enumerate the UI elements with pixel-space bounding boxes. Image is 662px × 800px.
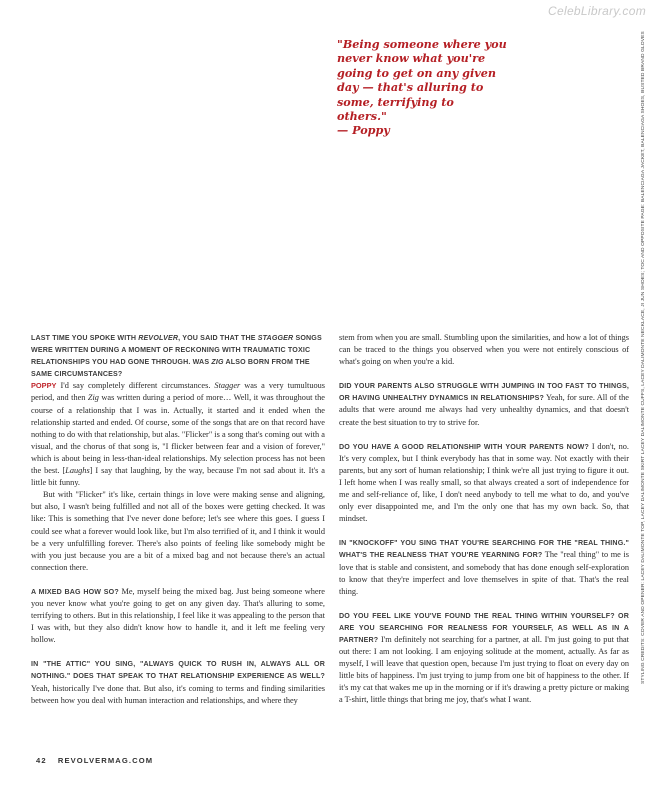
- q1-part: LAST TIME YOU SPOKE WITH: [31, 334, 139, 342]
- answer-1: [31, 380, 325, 489]
- a1-album-stagger: Stagger: [214, 381, 241, 391]
- styling-credits-text: STYLING CREDITS: COVER AND OPENER: LACEY DALIMONTE TOP, LACEY DALIMONTE SKIRT LACEY DALIMONTE CUFFS, LACEY DALIMONTE NECKLACE, JI JUN SHOES; TOC AND OPPOSITE PAGE: BALENCIAGA JACKET, BALENCIAGA SHOES, BUSTED BRAND GLOVES: [641, 31, 646, 684]
- question-2: A MIXED BAG HOW SO?: [31, 587, 119, 596]
- qa-5: [339, 441, 629, 526]
- answer-2: Me, myself being the mixed bag. Just being someone where you never know what you're going to get on any given day. That's alluring to some, terrifying to others. But in this relationship, I feel like it was appealing to the person that I was with, but they also didn't know how to handle it, and it left me feeling very hollow.: [31, 586, 325, 645]
- page-footer: [36, 756, 153, 765]
- pull-quote-text: "Being someone where you never know what you're going to get on any given day — that's alluring to some, terrifying to others.": [337, 37, 507, 124]
- a1-album-zig: Zig: [87, 393, 99, 403]
- question-7: DO YOU FEEL LIKE YOU'VE FOUND THE REAL THING WITHIN YOURSELF? OR ARE YOU SEARCHING FOR REALNESS FOR YOURSELF, AS WELL AS IN A PARTNER?: [339, 611, 629, 644]
- question-5: DO YOU HAVE A GOOD RELATIONSHIP WITH YOUR PARENTS NOW?: [339, 442, 589, 451]
- qa-3: [31, 658, 325, 706]
- a1-part: was written during a period of more… Well, it was throughout the course of a relationship that I was in. Actually, it started and it ended when the relationship started and ended. Of course, some of the songs that are on that record have nothing to do with that relationship, but alas. "Flicker" is a song that's coming out with a visual, and the chorus of that song is, "I flicker between fear and a vision of forever," which is about being in less-than-ideal relationships. My selection process has not been the best. [: [31, 393, 325, 476]
- pull-quote: [337, 37, 507, 138]
- q1-part: SONGS WERE WRITTEN DURING A MOMENT OF RECKONING WITH TRAUMATIC TOXIC RELATIONSHIPS YOU HAD GONE THROUGH. WAS: [31, 334, 322, 367]
- a1-part: was a very tumultuous period, and then: [31, 381, 325, 403]
- q1-magazine: REVOLVER: [138, 334, 179, 342]
- styling-credits: [632, 31, 646, 684]
- article-column-left: [31, 332, 325, 707]
- speaker-label: POPPY: [31, 381, 57, 391]
- answer-7: I'm definitely not searching for a partner, at all. I'm just going to put that out there: I am not looking. I am enjoying solitude at the moment, actually. As far as myself, I will leave that question open, because I'm just trying to float on every day on little bits of happiness. I'm just trying to jump from one bit of happiness to the other. If it's my cat that wakes me up in the morning or if it's drawing a pretty picture or making a T-shirt, little things that bring me joy, that's what I want.: [339, 634, 629, 705]
- article-column-right: [339, 332, 629, 707]
- answer-1-continued: But with "Flicker" it's like, certain things in love were making sense and aligning, but also, I wasn't being fulfilled and not all of the boxes were getting checked. It was like: This is something that I've never done before; let's see where this goes. I guess I could see what a forever would look like, but I'm also terrified of it, and I think it would be a very unfulfilling forever. There's also points of feeling like somebody might be with you just because you are a bit of a mixed bag and not because there's an actual connection there.: [31, 490, 325, 572]
- qa-7: [339, 610, 629, 707]
- question-3: IN "THE ATTIC" YOU SING, "ALWAYS QUICK TO RUSH IN, ALWAYS ALL OR NOTHING." DOES THAT SPEAK TO THAT RELATIONSHIP EXPERIENCE AS WELL?: [31, 660, 325, 681]
- q1-album-zig: ZIG: [211, 358, 224, 367]
- answer-6: The "real thing" to me is love that is stable and consistent, and somebody that has done enough self-exploration to know that they're imperfect and love themselves in spite of that. That's the real thing.: [339, 550, 629, 596]
- q1-part: , YOU SAID THAT THE: [178, 334, 258, 342]
- answer-3: Yeah, historically I've done that. But also, it's coming to terms and finding similarities between how you deal with human interaction and relationships, and where they: [31, 683, 325, 705]
- qa-4: [339, 380, 629, 428]
- answer-5: I don't, no. It's very complex, but I think everybody has that in some way. Not exactly with their parents, but any sort of human relationship; I think we're all just trying to figure it out. I left home when I was really small, so that always created a sort of independence for me and self-reliance of, like, I don't need anybody to tell me what to do, and you've only ever disappointed me, and I'm the only one that has my own back. So, that mindset.: [339, 441, 629, 524]
- answer-3-continued: stem from when you are small. Stumbling upon the similarities, and how a lot of things can be traced to the things you observed when you were not entirely conscious of what's going on when you're a kid.: [339, 333, 629, 367]
- page-number: 42: [36, 756, 47, 765]
- pull-quote-attribution: — Poppy: [337, 123, 390, 138]
- qa-6: [339, 537, 629, 597]
- a1-laughs: Laughs: [65, 466, 90, 476]
- a1-part: ] I say that laughing, by the way, because I'm not sad about it. It's a little bit funny.: [31, 466, 325, 488]
- question-6: IN "KNOCKOFF" YOU SING THAT YOU'RE SEARCHING FOR THE "REAL THING." WHAT'S THE REALNESS THAT YOU'RE YEARNING FOR?: [339, 539, 629, 560]
- watermark: CelebLibrary.com: [548, 4, 646, 18]
- footer-site: REVOLVERMAG.COM: [57, 756, 154, 765]
- answer-4: Yeah, for sure. All of the adults that were around me always had very unhealthy dynamics, and that doesn't create the best situation to try to strive for.: [339, 393, 629, 427]
- a1-part: I'd say completely different circumstances.: [56, 381, 215, 391]
- question-4: DID YOUR PARENTS ALSO STRUGGLE WITH JUMPING IN TOO FAST TO THINGS, OR HAVING UNHEALTHY DYNAMICS IN RELATIONSHIPS?: [339, 382, 629, 403]
- question-1: [31, 332, 325, 380]
- q1-part: ALSO BORN FROM THE SAME CIRCUMSTANCES?: [31, 358, 310, 379]
- qa-2: [31, 586, 325, 646]
- q1-album-stagger: STAGGER: [257, 334, 294, 342]
